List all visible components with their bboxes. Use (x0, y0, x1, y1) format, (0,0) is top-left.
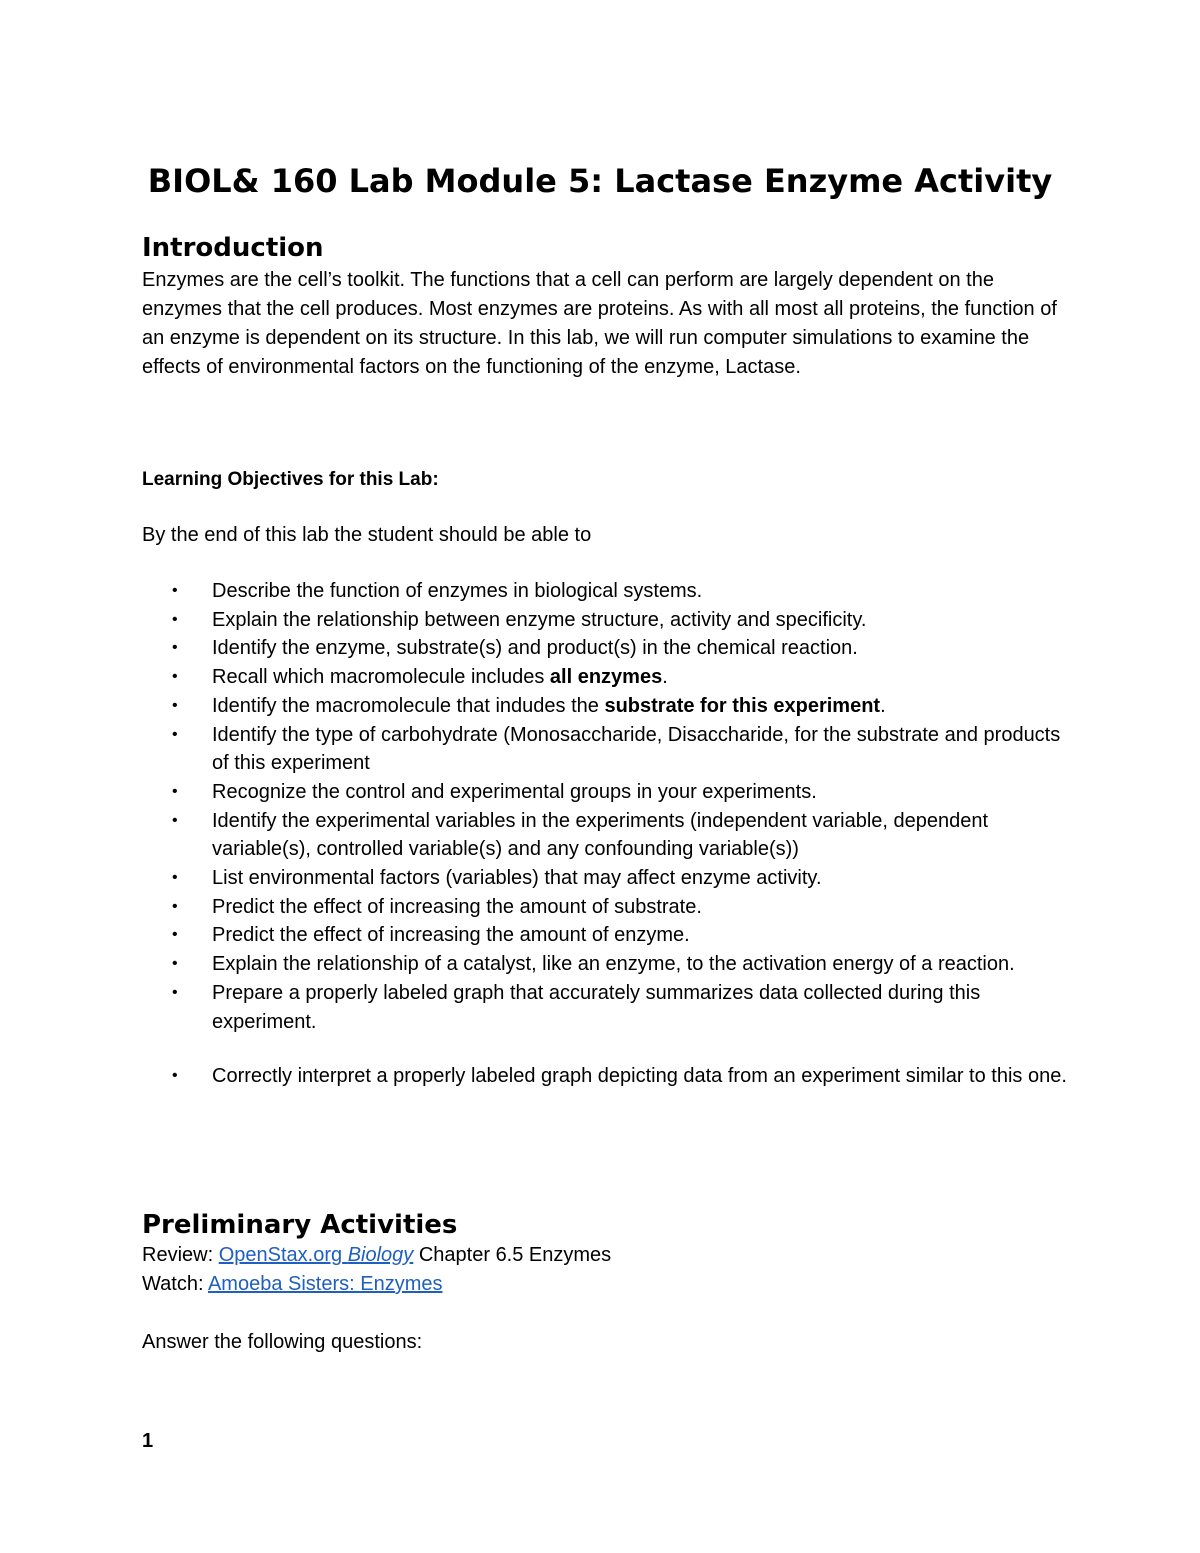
objective-emphasis: substrate for this experiment (604, 694, 881, 717)
bullet-icon: • (172, 696, 178, 714)
preliminary-heading: Preliminary Activities (142, 1210, 458, 1240)
objective-item (142, 634, 1072, 663)
bullet-icon: • (172, 869, 178, 887)
amoeba-sisters-link[interactable]: Amoeba Sisters: Enzymes (207, 1273, 443, 1295)
introduction-heading: Introduction (142, 233, 324, 263)
objective-item (142, 778, 1072, 807)
objective-item (142, 807, 1072, 864)
bullet-icon: • (172, 897, 178, 915)
objective-text: Describe the function of enzymes in biological systems. (212, 580, 703, 602)
bullet-icon: • (172, 983, 178, 1001)
objective-item (142, 893, 1072, 922)
objective-item (142, 721, 1072, 778)
objective-text: Predict the effect of increasing the amount of enzyme. (212, 924, 690, 947)
objective-text: Explain the relationship of a catalyst, like an enzyme, to the activation energy of a reaction. (212, 953, 1015, 976)
bullet-icon: • (172, 668, 178, 686)
bullet-icon: • (172, 955, 178, 973)
objectives-list (142, 577, 1072, 1091)
objective-suffix: . (880, 694, 886, 717)
bullet-icon: • (172, 610, 178, 628)
objective-text: Prepare a properly labeled graph that accurately summarizes data collected during this experiment. (212, 981, 981, 1033)
watch-line (142, 1270, 442, 1299)
objective-text: Predict the effect of increasing the amount of substrate. (212, 895, 702, 918)
document-title: BIOL& 160 Lab Module 5: Lactase Enzyme Activity (147, 162, 1053, 200)
objective-item (142, 663, 1072, 692)
objective-text: Identify the type of carbohydrate (Monosaccharide, Disaccharide, for the substrate and products of this experiment (212, 723, 1061, 775)
objective-text: Recognize the control and experimental groups in your experiments. (212, 780, 817, 803)
answer-prompt: Answer the following questions: (142, 1331, 423, 1353)
objective-text: Identify the experimental variables in the experiments (independent variable, dependent variable(s), controlled variable(s) and any confounding variable(s)) (212, 809, 989, 861)
objective-text: Identify the enzyme, substrate(s) and product(s) in the chemical reaction. (212, 637, 858, 660)
objectives-lead: By the end of this lab the student should be able to (142, 524, 592, 546)
review-chapter: Chapter 6.5 Enzymes (413, 1244, 612, 1266)
bullet-icon: • (172, 582, 178, 599)
page-number: 1 (142, 1430, 154, 1452)
objective-item (142, 577, 1072, 606)
watch-label: Watch: (142, 1273, 208, 1295)
bullet-icon: • (172, 811, 178, 829)
objective-text: Correctly interpret a properly labeled graph depicting data from an experiment similar to this one. (212, 1065, 1067, 1088)
objective-emphasis: all enzymes (549, 666, 663, 689)
review-label: Review: (142, 1244, 219, 1266)
objective-item (142, 606, 1072, 635)
bullet-icon: • (172, 1067, 178, 1085)
objective-text: Recall which macromolecule includes (212, 666, 550, 689)
review-line (142, 1241, 611, 1270)
objectives-heading: Learning Objectives for this Lab: (142, 469, 439, 490)
bullet-icon: • (172, 639, 178, 657)
objective-text: Identify the macromolecule that indudes the (212, 694, 605, 717)
objective-item (142, 950, 1072, 979)
openstax-link[interactable]: OpenStax.org Biology (218, 1244, 414, 1266)
bullet-icon: • (172, 782, 178, 800)
objective-text: List environmental factors (variables) that may affect enzyme activity. (212, 867, 822, 890)
objective-item (142, 1062, 1072, 1091)
objective-item (142, 921, 1072, 950)
bullet-icon: • (172, 725, 178, 743)
objective-item (142, 864, 1072, 893)
objective-item (142, 692, 1072, 721)
objective-item (142, 979, 1072, 1036)
bullet-icon: • (172, 926, 178, 944)
objective-suffix: . (662, 666, 668, 689)
introduction-paragraph: Enzymes are the cell’s toolkit. The functions that a cell can perform are largely dependent on the enzymes that the cell produces. Most enzymes are proteins. As with all most all proteins, the function of an enzyme is dependent on its structure. In this lab, we will run computer simulations to examine the effects of environmental factors on the functioning of the enzyme, Lactase. (142, 269, 1057, 378)
objective-text: Explain the relationship between enzyme structure, activity and specificity. (212, 608, 867, 631)
